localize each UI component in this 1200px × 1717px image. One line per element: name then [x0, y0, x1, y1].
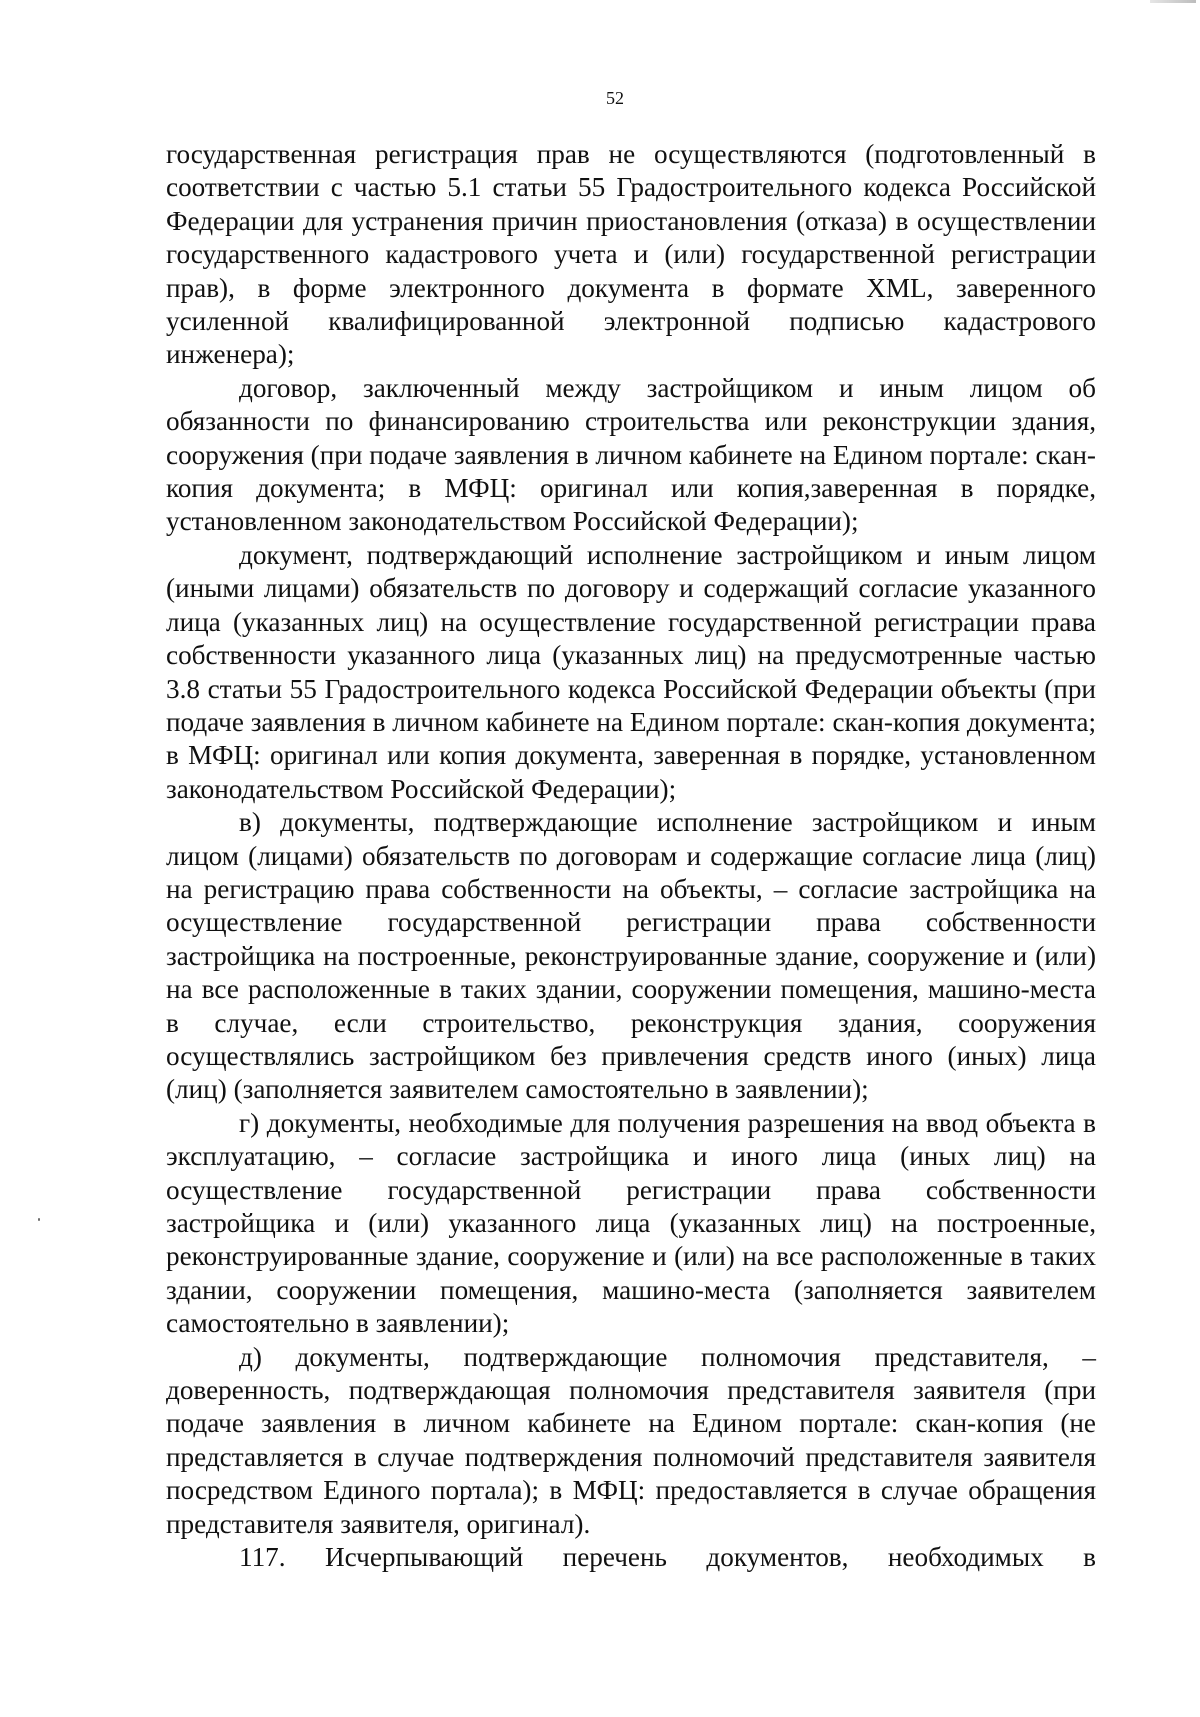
paragraph-item-v: в) документы, подтверждающие исполнение застройщиком и иным лицом (лицами) обязательств по договорам и содержащие согласие лица (лиц) на регистрацию права собственности на объекты, – согласие застройщика на осуществление государственной регистрации права собственности застройщика на построенные, реконструированные здание, сооружение и (или) на все расположенные в таких здании, сооружении помещения, машино-места в случае, если строительство, реконструкция здания, сооружения осуществлялись застройщиком без привлечения средств иного (иных) лица (лиц) (заполняется заявителем самостоятельно в заявлении);	[166, 807, 1096, 1105]
scan-edge-mark	[1150, 0, 1196, 3]
document-body	[166, 138, 1096, 1574]
scan-dust-mark	[38, 1218, 40, 1221]
paragraph-obligation-document: документ, подтверждающий исполнение застройщиком и иным лицом (иными лицами) обязательств по договору и содержащий согласие указанного лица (указанных лиц) на осуществление государственной регистрации права собственности указанного лица (указанных лиц) на предусмотренные частью 3.8 статьи 55 Градостроительного кодекса Российской Федерации объекты (при подаче заявления в личном кабинете на Едином портале: скан-копия документа; в МФЦ: оригинал или копия документа, заверенная в порядке, установленном законодательством Российской Федерации);	[166, 539, 1096, 804]
paragraph-item-g: г) документы, необходимые для получения разрешения на ввод объекта в эксплуатацию, – согласие застройщика и иного лица (иных лиц) на осуществление государственной регистрации права собственности застройщика и (или) указанного лица (указанных лиц) на построенные, реконструированные здание, сооружение и (или) на все расположенные в таких здании, сооружении помещения, машино-места (заполняется заявителем самостоятельно в заявлении);	[166, 1107, 1096, 1339]
paragraph-continuation: государственная регистрация прав не осуществляются (подготовленный в соответствии с частью 5.1 статьи 55 Градостроительного кодекса Российской Федерации для устранения причин приостановления (отказа) в осуществлении государственного кадастрового учета и (или) государственной регистрации прав), в форме электронного документа в формате XML, заверенного усиленной квалифицированной электронной подписью кадастрового инженера);	[166, 139, 1096, 370]
paragraph-item-d: д) документы, подтверждающие полномочия представителя, – доверенность, подтверждающая полномочия представителя заявителя (при подаче заявления в личном кабинете на Едином портале: скан-копия (не представляется в случае подтверждения полномочий представителя заявителя посредством Единого портала); в МФЦ: предоставляется в случае обращения представителя заявителя, оригинал).	[166, 1341, 1096, 1539]
paragraph-117: 117. Исчерпывающий перечень документов, необходимых в	[239, 1542, 1096, 1573]
paragraph-contract: договор, заключенный между застройщиком и иным лицом об обязанности по финансированию строительства или реконструкции здания, сооружения (при подаче заявления в личном кабинете на Едином портале: скан-копия документа; в МФЦ: оригинал или копия,заверенная в порядке, установленном законодательством Российской Федерации);	[166, 372, 1096, 537]
page-number: 52	[606, 88, 624, 108]
